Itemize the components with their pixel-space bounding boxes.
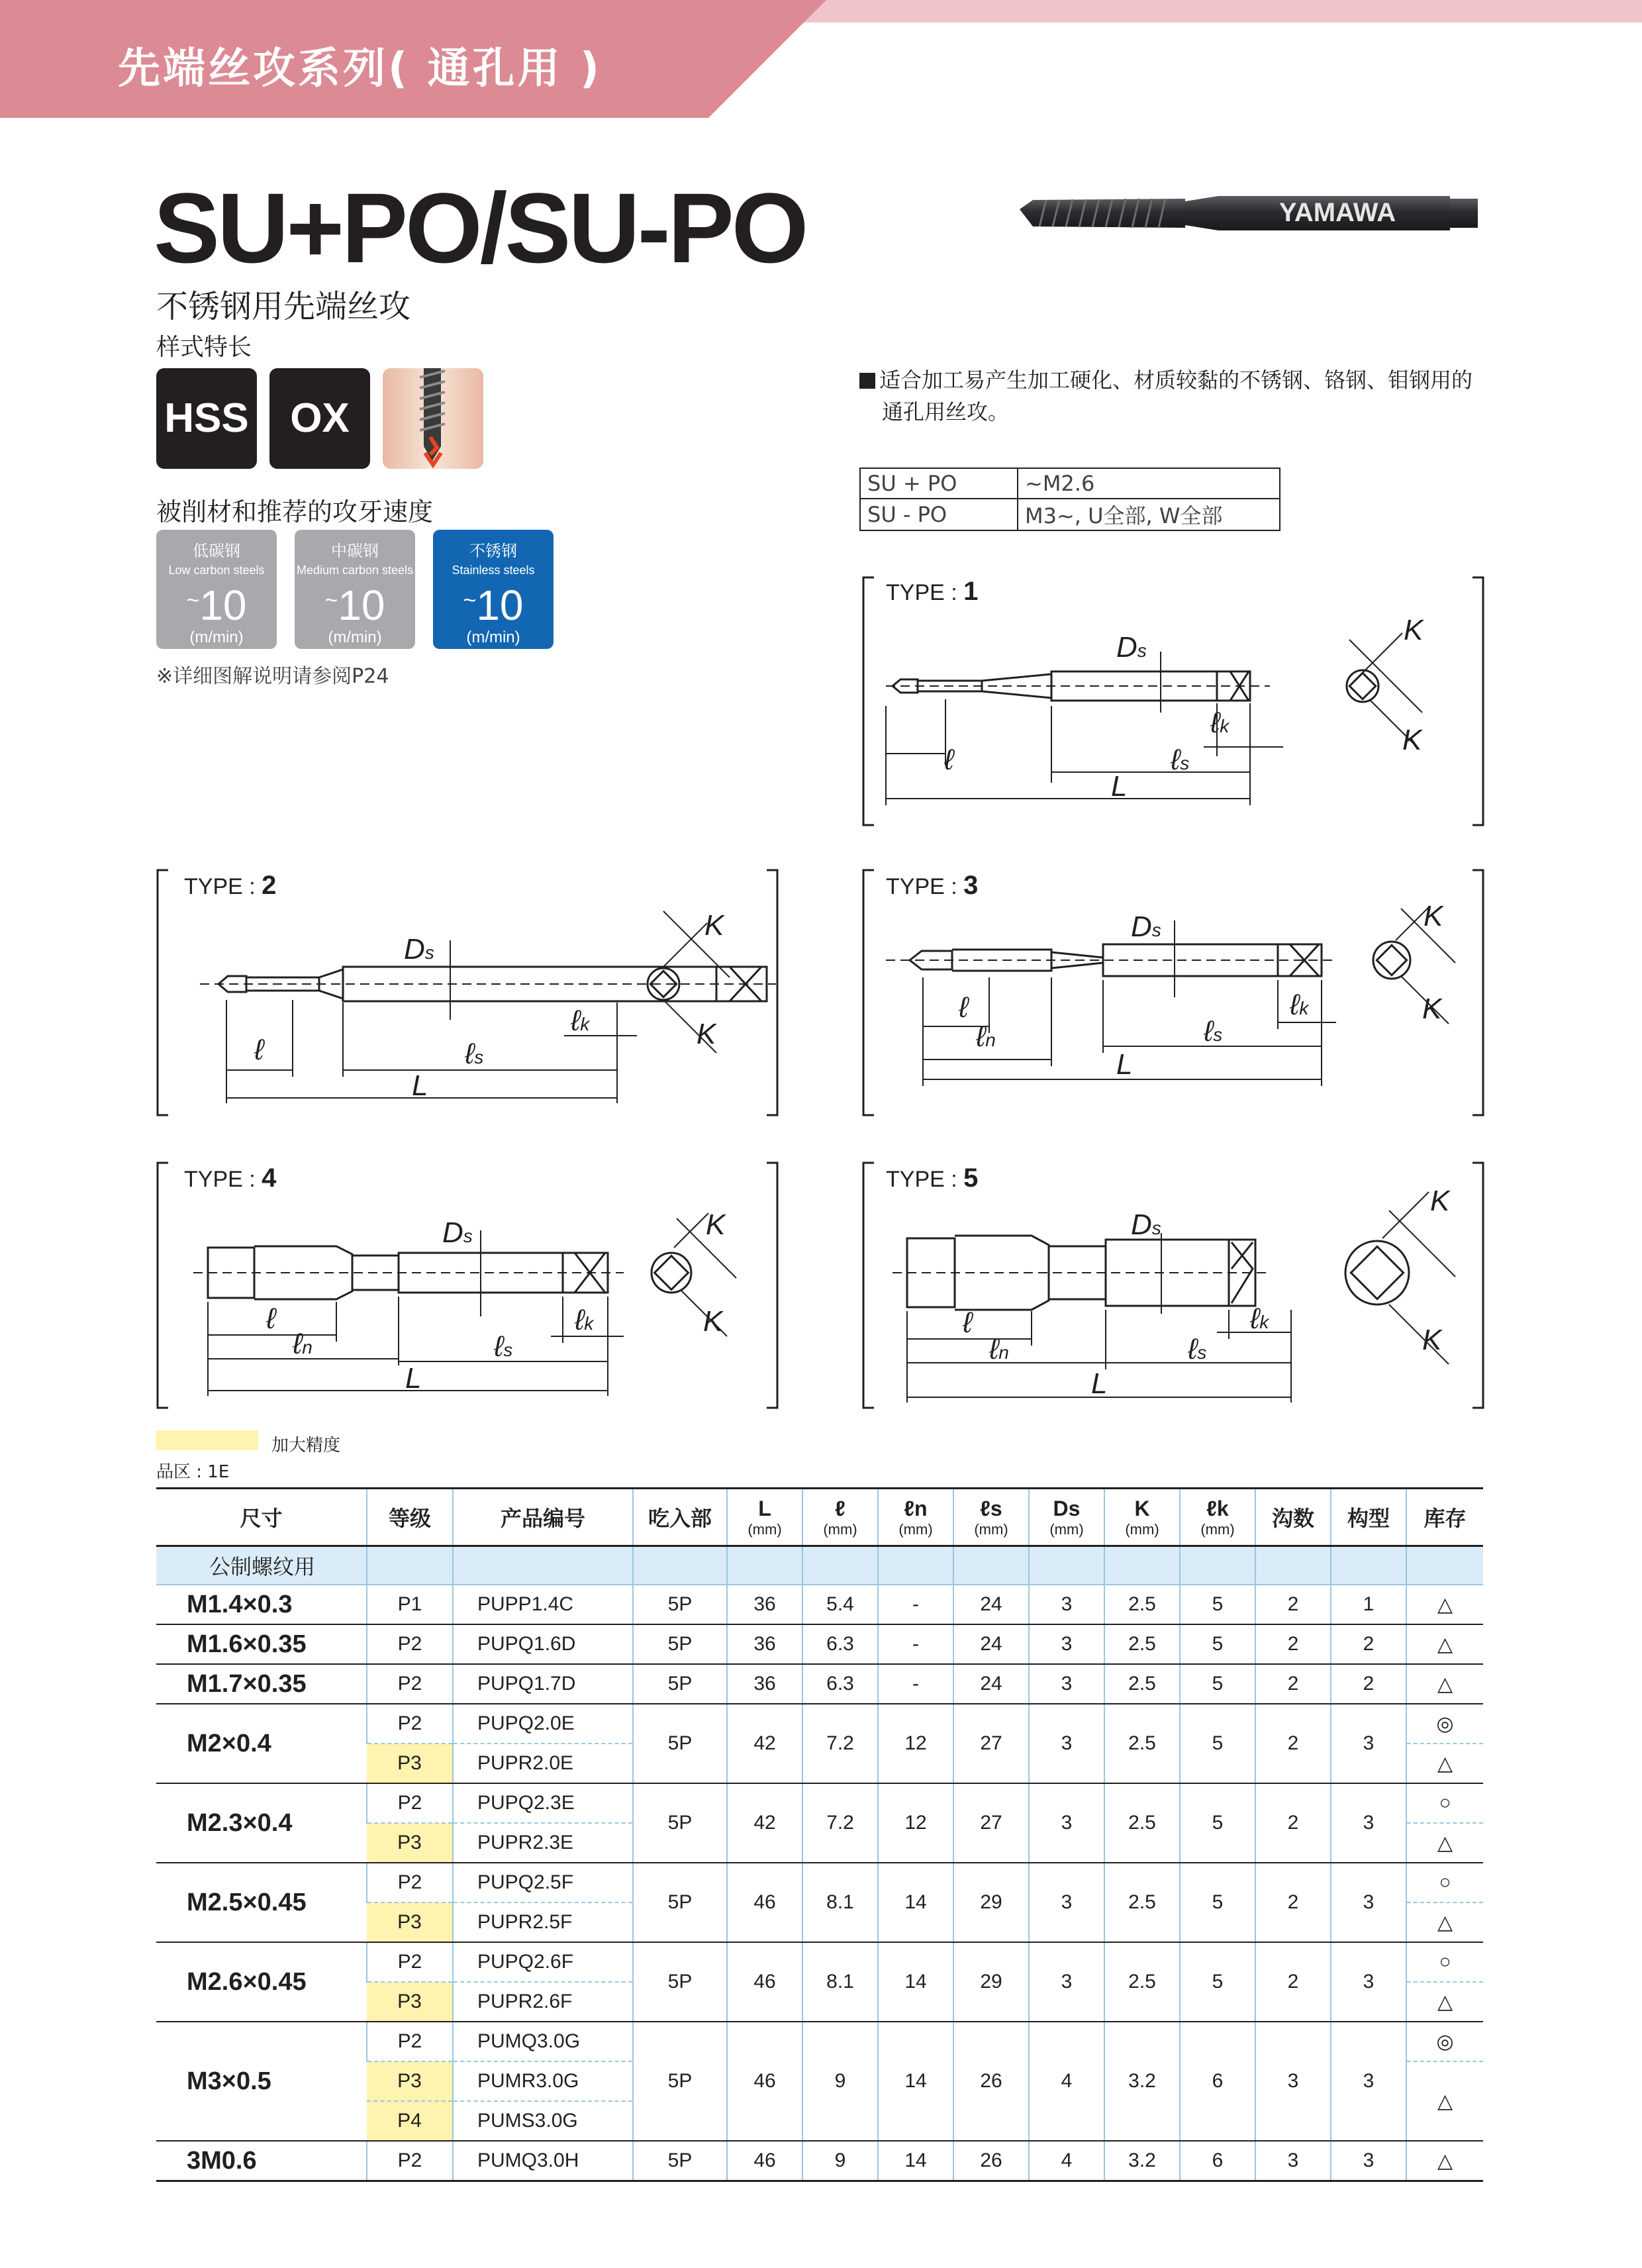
ln-label: ℓn bbox=[293, 1328, 313, 1360]
cell-lk: 5 bbox=[1180, 1783, 1255, 1863]
cell-l: 9 bbox=[802, 2022, 878, 2141]
cell-stock: ○ bbox=[1406, 1863, 1483, 1902]
cell-lk: 6 bbox=[1180, 2141, 1255, 2181]
speed-low-carbon bbox=[156, 530, 277, 649]
table-row bbox=[156, 1664, 1483, 1704]
cell-lk: 6 bbox=[1180, 2022, 1255, 2141]
cell-grade: P2 bbox=[367, 1624, 453, 1664]
category-row bbox=[156, 1546, 1483, 1585]
cell-stock: △ bbox=[1406, 2141, 1483, 2181]
lk-label: ℓk bbox=[575, 1304, 594, 1336]
cell-size: M2×0.4 bbox=[156, 1704, 367, 1783]
cell-L: 36 bbox=[727, 1585, 802, 1624]
cell-K: 2.5 bbox=[1104, 1585, 1180, 1624]
cell-L: 36 bbox=[727, 1664, 802, 1704]
type-label: TYPE : 1 bbox=[886, 577, 979, 606]
cell-flutes: 2 bbox=[1255, 1704, 1331, 1783]
cell-stock: △ bbox=[1406, 1664, 1483, 1704]
cell-Ds: 3 bbox=[1029, 1704, 1104, 1783]
speed-material-en: Low carbon steels bbox=[168, 564, 265, 577]
col-l: ℓ (mm) bbox=[802, 1489, 878, 1546]
cell-stock: ○ bbox=[1406, 1783, 1483, 1823]
cell-code: PUMR3.0G bbox=[453, 2061, 633, 2101]
speed-unit: (m/min) bbox=[328, 628, 382, 646]
cell-ln: 12 bbox=[878, 1704, 953, 1783]
L-label: L bbox=[1116, 1048, 1133, 1081]
L-label: L bbox=[1091, 1367, 1108, 1400]
ln-label: ℓn bbox=[989, 1333, 1009, 1365]
cell-Ds: 3 bbox=[1029, 1783, 1104, 1863]
application-name: SU + PO bbox=[860, 468, 1018, 499]
k-label: K bbox=[1422, 1324, 1442, 1356]
table-row bbox=[156, 1863, 1483, 1902]
speed-heading: 被削材和推荐的攻牙速度 bbox=[156, 497, 434, 526]
cell-Ds: 3 bbox=[1029, 1863, 1104, 1942]
application-range: M3~, U全部, W全部 bbox=[1018, 499, 1280, 530]
cell-L: 46 bbox=[727, 1942, 802, 2022]
ls-label: ℓs bbox=[1171, 744, 1190, 776]
cell-size: M2.5×0.45 bbox=[156, 1863, 367, 1942]
col-ls: ℓs (mm) bbox=[953, 1489, 1029, 1546]
cell-size: M3×0.5 bbox=[156, 2022, 367, 2141]
cell-type: 2 bbox=[1331, 1624, 1406, 1664]
ds-label: Ds bbox=[1131, 1208, 1161, 1241]
cell-code: PUPQ1.6D bbox=[453, 1624, 633, 1664]
cell-type: 3 bbox=[1331, 1783, 1406, 1863]
cell-K: 2.5 bbox=[1104, 1942, 1180, 2022]
col-size: 尺寸 bbox=[156, 1489, 367, 1546]
cell-code: PUMQ3.0G bbox=[453, 2022, 633, 2061]
cell-ln: - bbox=[878, 1624, 953, 1664]
cell-ln: 14 bbox=[878, 2022, 953, 2141]
l-label: ℓ bbox=[959, 991, 969, 1024]
cell-code: PUPQ2.3E bbox=[453, 1783, 633, 1823]
k-label: K bbox=[703, 1305, 723, 1338]
square-end-view bbox=[1373, 942, 1410, 979]
product-description bbox=[859, 364, 1495, 428]
cell-grade: P2 bbox=[367, 2141, 453, 2181]
table-row bbox=[156, 1585, 1483, 1624]
cell-lk: 5 bbox=[1180, 1585, 1255, 1624]
cell-grade: P2 bbox=[367, 1863, 453, 1902]
spiral-point-icon bbox=[383, 368, 483, 469]
application-range: ~M2.6 bbox=[1018, 468, 1280, 499]
cell-stock: △ bbox=[1406, 1624, 1483, 1664]
cell-flutes: 2 bbox=[1255, 1585, 1331, 1624]
cell-size: M2.6×0.45 bbox=[156, 1942, 367, 2022]
ds-label: Ds bbox=[404, 933, 434, 965]
speed-stainless bbox=[433, 530, 554, 649]
cell-chamfer: 5P bbox=[633, 1664, 727, 1704]
col-lk: ℓk (mm) bbox=[1180, 1489, 1255, 1546]
cell-type: 2 bbox=[1331, 1664, 1406, 1704]
cell-ls: 29 bbox=[953, 1942, 1029, 2022]
cell-flutes: 2 bbox=[1255, 1783, 1331, 1863]
reference-note: ※详细图解说明请参阅P24 bbox=[156, 665, 389, 688]
spec-table bbox=[156, 1487, 1483, 2182]
cell-code: PUPQ2.5F bbox=[453, 1863, 633, 1902]
header-tab-corner bbox=[708, 0, 826, 118]
cell-grade: P2 bbox=[367, 2022, 453, 2061]
precision-legend-swatch bbox=[156, 1430, 258, 1450]
cell-stock: △ bbox=[1406, 1982, 1483, 2022]
cell-lk: 5 bbox=[1180, 1863, 1255, 1942]
table-row bbox=[156, 1624, 1483, 1664]
cell-stock: △ bbox=[1406, 1823, 1483, 1863]
cell-size: M1.4×0.3 bbox=[156, 1585, 367, 1624]
cell-flutes: 2 bbox=[1255, 1942, 1331, 2022]
L-label: L bbox=[405, 1362, 422, 1395]
cell-K: 2.5 bbox=[1104, 1664, 1180, 1704]
cell-chamfer: 5P bbox=[633, 1585, 727, 1624]
bullet-square-icon bbox=[859, 373, 875, 389]
cell-lk: 5 bbox=[1180, 1704, 1255, 1783]
cell-flutes: 2 bbox=[1255, 1863, 1331, 1942]
cell-size: M1.6×0.35 bbox=[156, 1624, 367, 1664]
cell-l: 5.4 bbox=[802, 1585, 878, 1624]
k-label: K bbox=[1404, 614, 1424, 646]
cell-code: PUPR2.5F bbox=[453, 1902, 633, 1942]
cell-code: PUMS3.0G bbox=[453, 2101, 633, 2141]
table-row bbox=[156, 1942, 1483, 1982]
ds-label: Ds bbox=[1131, 911, 1161, 943]
cell-grade: P3 bbox=[367, 1823, 453, 1863]
cell-size: M1.7×0.35 bbox=[156, 1664, 367, 1704]
ds-label: Ds bbox=[1116, 631, 1147, 664]
product-subtitle: 不锈钢用先端丝攻 bbox=[156, 288, 411, 325]
table-row bbox=[156, 1704, 1483, 1744]
cell-type: 3 bbox=[1331, 1942, 1406, 2022]
cell-chamfer: 5P bbox=[633, 1942, 727, 2022]
l-label: ℓ bbox=[963, 1307, 973, 1339]
cell-stock: ◎ bbox=[1406, 2022, 1483, 2061]
cell-type: 3 bbox=[1331, 2141, 1406, 2181]
cell-flutes: 2 bbox=[1255, 1664, 1331, 1704]
cell-Ds: 4 bbox=[1029, 2022, 1104, 2141]
lk-label: ℓk bbox=[1250, 1303, 1269, 1335]
cell-K: 2.5 bbox=[1104, 1783, 1180, 1863]
cell-lk: 5 bbox=[1180, 1664, 1255, 1704]
cell-grade: P2 bbox=[367, 1783, 453, 1823]
cell-stock: ◎ bbox=[1406, 1704, 1483, 1744]
cell-code: PUMQ3.0H bbox=[453, 2141, 633, 2181]
cell-grade: P3 bbox=[367, 2061, 453, 2101]
k-label: K bbox=[697, 1018, 716, 1050]
cell-code: PUPR2.6F bbox=[453, 1982, 633, 2022]
speed-value: ~10 bbox=[324, 581, 385, 629]
cell-l: 8.1 bbox=[802, 1942, 878, 2022]
section-title: 先端丝攻系列( 通孔用 ) bbox=[118, 44, 603, 93]
lk-label: ℓk bbox=[1210, 707, 1230, 739]
speed-value: ~10 bbox=[186, 581, 247, 629]
application-table bbox=[859, 468, 1280, 531]
cell-l: 9 bbox=[802, 2141, 878, 2181]
cell-Ds: 4 bbox=[1029, 2141, 1104, 2181]
cell-ln: 14 bbox=[878, 1942, 953, 2022]
type-label: TYPE : 3 bbox=[886, 871, 979, 900]
l-label: ℓ bbox=[944, 744, 954, 776]
cell-chamfer: 5P bbox=[633, 1783, 727, 1863]
speed-material-cn: 中碳钢 bbox=[331, 542, 379, 560]
lk-label: ℓk bbox=[1290, 989, 1309, 1021]
cell-code: PUPR2.3E bbox=[453, 1823, 633, 1863]
cell-chamfer: 5P bbox=[633, 2022, 727, 2141]
col-stock: 库存 bbox=[1406, 1489, 1483, 1546]
speed-material-en: Stainless steels bbox=[452, 564, 535, 577]
cell-grade: P4 bbox=[367, 2101, 453, 2141]
cell-K: 2.5 bbox=[1104, 1704, 1180, 1783]
precision-legend-text: 加大精度 bbox=[271, 1436, 341, 1455]
speed-material-cn: 不锈钢 bbox=[469, 542, 517, 560]
speed-value: ~10 bbox=[463, 581, 524, 629]
cell-size: 3M0.6 bbox=[156, 2141, 367, 2181]
ls-label: ℓs bbox=[1204, 1015, 1223, 1048]
cell-l: 6.3 bbox=[802, 1664, 878, 1704]
cell-grade: P2 bbox=[367, 1704, 453, 1744]
type-1-drawing bbox=[859, 573, 1488, 829]
product-zone: 品区 : 1E bbox=[156, 1462, 230, 1482]
cell-K: 2.5 bbox=[1104, 1863, 1180, 1942]
cell-L: 36 bbox=[727, 1624, 802, 1664]
cell-ln: 12 bbox=[878, 1783, 953, 1863]
cell-ls: 24 bbox=[953, 1624, 1029, 1664]
application-row bbox=[860, 468, 1280, 499]
col-chamfer: 吃入部 bbox=[633, 1489, 727, 1546]
cell-flutes: 3 bbox=[1255, 2022, 1331, 2141]
col-ln: ℓn (mm) bbox=[878, 1489, 953, 1546]
cell-lk: 5 bbox=[1180, 1624, 1255, 1664]
cell-Ds: 3 bbox=[1029, 1624, 1104, 1664]
cell-chamfer: 5P bbox=[633, 1863, 727, 1942]
cell-stock: △ bbox=[1406, 2061, 1483, 2141]
cell-chamfer: 5P bbox=[633, 2141, 727, 2181]
speed-unit: (m/min) bbox=[189, 628, 244, 646]
cell-ln: - bbox=[878, 1585, 953, 1624]
cell-ls: 24 bbox=[953, 1664, 1029, 1704]
type-2-drawing bbox=[154, 867, 788, 1118]
cell-lk: 5 bbox=[1180, 1942, 1255, 2022]
cell-chamfer: 5P bbox=[633, 1704, 727, 1783]
cell-ls: 27 bbox=[953, 1704, 1029, 1783]
cell-L: 46 bbox=[727, 1863, 802, 1942]
col-code: 产品编号 bbox=[453, 1489, 633, 1546]
application-row bbox=[860, 499, 1280, 530]
cell-ln: 14 bbox=[878, 1863, 953, 1942]
cell-grade: P2 bbox=[367, 1942, 453, 1982]
ds-label: Ds bbox=[442, 1216, 473, 1249]
k-label: K bbox=[706, 1208, 726, 1241]
col-type: 构型 bbox=[1331, 1489, 1406, 1546]
k-label: K bbox=[1430, 1185, 1450, 1217]
k-label: K bbox=[1424, 900, 1443, 932]
cell-Ds: 3 bbox=[1029, 1942, 1104, 2022]
cell-L: 42 bbox=[727, 1704, 802, 1783]
product-title: SU+PO/SU-PO bbox=[154, 172, 806, 283]
cell-flutes: 2 bbox=[1255, 1624, 1331, 1664]
cell-L: 42 bbox=[727, 1783, 802, 1863]
square-end-view bbox=[652, 1253, 691, 1293]
cell-code: PUPR2.0E bbox=[453, 1744, 633, 1783]
cell-l: 6.3 bbox=[802, 1624, 878, 1664]
ls-label: ℓs bbox=[494, 1330, 513, 1363]
col-L: L (mm) bbox=[727, 1489, 802, 1546]
type-label: TYPE : 2 bbox=[184, 871, 277, 900]
cell-stock: △ bbox=[1406, 1744, 1483, 1783]
cell-ls: 29 bbox=[953, 1863, 1029, 1942]
cell-code: PUPQ2.6F bbox=[453, 1942, 633, 1982]
description-line1: 适合加工易产生加工硬化、材质较黏的不锈钢、铬钢、钼钢用的 bbox=[879, 368, 1473, 393]
ln-label: ℓn bbox=[976, 1020, 996, 1053]
cell-stock: ○ bbox=[1406, 1942, 1483, 1982]
k-label: K bbox=[1402, 724, 1422, 756]
cell-grade: P3 bbox=[367, 1982, 453, 2022]
L-label: L bbox=[412, 1069, 428, 1102]
tap-product-photo bbox=[1020, 187, 1483, 240]
cell-L: 46 bbox=[727, 2141, 802, 2181]
l-label: ℓ bbox=[254, 1034, 264, 1066]
feature-label: 样式特长 bbox=[156, 334, 252, 361]
header-row bbox=[156, 1489, 1483, 1546]
cell-grade: P1 bbox=[367, 1585, 453, 1624]
cell-K: 2.5 bbox=[1104, 1624, 1180, 1664]
cell-ls: 26 bbox=[953, 2141, 1029, 2181]
cell-grade: P3 bbox=[367, 1744, 453, 1783]
col-grade: 等级 bbox=[367, 1489, 453, 1546]
cell-Ds: 3 bbox=[1029, 1664, 1104, 1704]
cell-Ds: 3 bbox=[1029, 1585, 1104, 1624]
square-end-view bbox=[1345, 1241, 1409, 1305]
cell-ln: 14 bbox=[878, 2141, 953, 2181]
table-row bbox=[156, 2141, 1483, 2181]
type-label: TYPE : 5 bbox=[886, 1163, 979, 1193]
table-row bbox=[156, 2022, 1483, 2061]
cell-grade: P2 bbox=[367, 1664, 453, 1704]
cell-K: 3.2 bbox=[1104, 2022, 1180, 2141]
cell-l: 7.2 bbox=[802, 1704, 878, 1783]
col-flutes: 沟数 bbox=[1255, 1489, 1331, 1546]
cell-K: 3.2 bbox=[1104, 2141, 1180, 2181]
hss-badge: HSS bbox=[156, 368, 257, 469]
L-label: L bbox=[1111, 770, 1128, 803]
cell-stock: △ bbox=[1406, 1585, 1483, 1624]
cell-type: 3 bbox=[1331, 2022, 1406, 2141]
cell-L: 46 bbox=[727, 2022, 802, 2141]
cell-ls: 26 bbox=[953, 2022, 1029, 2141]
type-3-drawing bbox=[859, 867, 1488, 1118]
speed-medium-carbon bbox=[295, 530, 415, 649]
cell-ls: 24 bbox=[953, 1585, 1029, 1624]
col-ds: Ds (mm) bbox=[1029, 1489, 1104, 1546]
table-row bbox=[156, 1783, 1483, 1823]
cell-code: PUPQ2.0E bbox=[453, 1704, 633, 1744]
cell-grade: P3 bbox=[367, 1902, 453, 1942]
k-label: K bbox=[1422, 993, 1442, 1025]
ox-badge: OX bbox=[269, 368, 370, 469]
lk-label: ℓk bbox=[571, 1005, 590, 1037]
col-k: K (mm) bbox=[1104, 1489, 1180, 1546]
cell-code: PUPQ1.7D bbox=[453, 1664, 633, 1704]
cell-type: 3 bbox=[1331, 1863, 1406, 1942]
l-label: ℓ bbox=[266, 1303, 276, 1335]
type-4-drawing bbox=[154, 1160, 788, 1410]
application-name: SU - PO bbox=[860, 499, 1018, 530]
brand-label: YAMAWA bbox=[1279, 198, 1396, 227]
cell-ls: 27 bbox=[953, 1783, 1029, 1863]
cell-size: M2.3×0.4 bbox=[156, 1783, 367, 1863]
category-label: 公制螺纹用 bbox=[156, 1546, 367, 1585]
type-5-drawing bbox=[859, 1160, 1488, 1410]
k-label: K bbox=[704, 909, 724, 942]
type-label: TYPE : 4 bbox=[184, 1163, 277, 1193]
ls-label: ℓs bbox=[465, 1038, 484, 1070]
cell-stock: △ bbox=[1406, 1902, 1483, 1942]
cell-type: 3 bbox=[1331, 1704, 1406, 1783]
cell-ln: - bbox=[878, 1664, 953, 1704]
cell-type: 1 bbox=[1331, 1585, 1406, 1624]
speed-material-cn: 低碳钢 bbox=[193, 542, 240, 560]
cell-l: 7.2 bbox=[802, 1783, 878, 1863]
speed-material-en: Medium carbon steels bbox=[296, 564, 414, 577]
cell-chamfer: 5P bbox=[633, 1624, 727, 1664]
cell-code: PUPP1.4C bbox=[453, 1585, 633, 1624]
cell-l: 8.1 bbox=[802, 1863, 878, 1942]
cell-flutes: 3 bbox=[1255, 2141, 1331, 2181]
speed-unit: (m/min) bbox=[466, 628, 520, 646]
ls-label: ℓs bbox=[1188, 1333, 1207, 1365]
square-end-view bbox=[1347, 670, 1378, 702]
description-line2: 通孔用丝攻。 bbox=[882, 399, 1010, 424]
